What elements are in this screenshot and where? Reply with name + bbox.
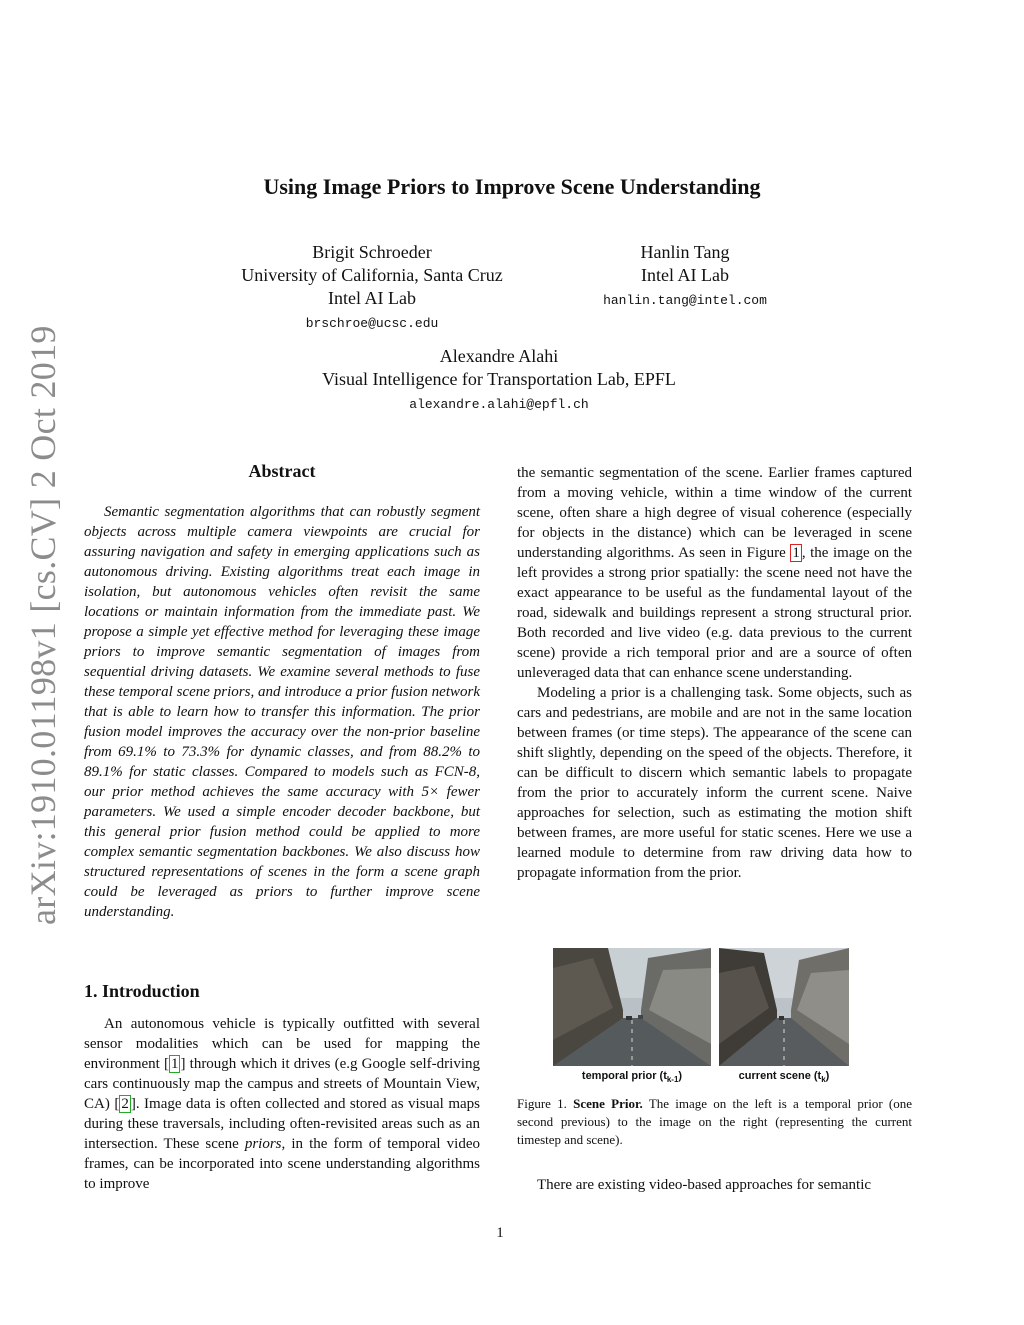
introduction-text [84,1014,480,1194]
author-name: Alexandre Alahi [439,346,559,366]
author-email: brschroe@ucsc.edu [305,316,439,331]
right-column-text [517,463,912,883]
figure-image-temporal-prior [553,948,711,1066]
street-scene-image [719,948,849,1066]
right-paragraph-1: the semantic segmentation of the scene. Earlier frames captured from a moving vehicle, within a time window of the current scene, often share a high degree of visual coherence (especially for objects in the distance) which can be leveraged in scene understanding algorithms. As seen in Figure 1 , the image on the left provides a strong prior spatially: the scene need not have the exact appearance to be useful as the fundamental layout of the road, sidewalk and buildings represent a strong structural prior. Both recorded and live video (e.g. data previous to the current scene) provide a rich temporal prior and are a source of often unleveraged data that can enhance scene understanding. [517,465,912,681]
abstract-heading: Abstract [248,461,316,481]
figure-label-right: current scene $(t_k)$ [738,1070,830,1085]
figure-caption [517,1095,912,1149]
author-block-2 [560,241,810,312]
caption-number: Figure 1. [517,1096,567,1111]
right-column-bottom-text [517,1175,912,1195]
right-paragraph-2: Modeling a prior is a challenging task. Some objects, such as cars and pedestrians, are mobile and are not in the same location between frames (or time steps). The appearance of the scene can shift slightly, depending on the speed of the objects. Therefore, it can be difficult to discern which semantic labels to propagate from the prior to accurately inform the current scene. Naive approaches for selection, such as estimating the motion shift between frames, are more useful for static scenes. Here we use a learned module to determine from raw driving data how to propagate information from the prior. [517,685,912,881]
abstract-paragraph: Semantic segmentation algorithms that can robustly segment objects across multiple camera viewpoints are crucial for assuring navigation and safety in emerging applications such as autonomous driving. Existing algorithms treat each image in isolation, but autonomous vehicles often revisit the same locations or maintain information from the immediate past. We propose a simple yet effective method for leveraging these image priors to improve semantic segmentation of images from sequential driving datasets. We examine several methods to fuse these temporal scene priors, and introduce a prior fusion network that is able to learn how to transfer this information. The prior fusion model improves the accuracy over the non-prior baseline from 69.1% to 73.3% for dynamic classes, and from 88.2% to 89.1% for static classes. Compared to models such as FCN-8, our prior method achieves the same accuracy with 5× fewer parameters. We used a simple encoder decoder backbone, but this general prior fusion method could be applied to more complex semantic segmentation backbones. We also discuss how structured representations of scenes in the form a scene graph could be leveraged as priors to further improve scene understanding. [84,504,480,920]
street-scene-image [553,948,711,1066]
author-name: Brigit Schroeder [312,242,432,262]
figure-label-left: temporal prior $(t_{k-1})$ [581,1070,683,1085]
author-block-1 [222,241,522,335]
author-affiliation: University of California, Santa Cruz [241,265,503,285]
author-name: Hanlin Tang [640,242,730,262]
intro-paragraph: An autonomous vehicle is typically outfitted with several sensor modalities which can be used for mapping the environment [ 1 ] through which it drives (e.g Google self-driving cars continuously map the campus and streets of Mountain View, CA) [ 2 ]. Image data is often collected and stored as visual maps during these traversals, including often-revisited areas such as an intersection. These scene priors, in the form of temporal video frames, can be incorporated into scene understanding algorithms to improve [84,1016,480,1192]
author-block-3 [249,345,749,416]
right-paragraph-3: There are existing video-based approaches for semantic [537,1177,872,1193]
author-affiliation: Visual Intelligence for Transportation Lab, EPFL [322,369,676,389]
caption-text: The image on the left is a temporal prior (one second previous) to the image on the right (representing the current timestep and scene). [517,1096,913,1147]
figure-link[interactable]: 1 [792,545,800,561]
abstract-text [84,502,480,922]
citation-link[interactable]: 1 [170,1056,179,1072]
author-email: alexandre.alahi@epfl.ch [409,397,589,412]
author-email: hanlin.tang@intel.com [603,293,767,308]
emphasis-priors: priors [244,1136,282,1152]
citation-link[interactable]: 2 [121,1096,129,1112]
paper-title: Using Image Priors to Improve Scene Understanding [263,174,761,199]
section-heading-introduction: 1. Introduction [84,981,200,1001]
figure-image-current-scene [719,948,877,1066]
page-number: 1 [496,1225,504,1241]
author-affiliation: Intel AI Lab [328,288,416,308]
caption-title: Scene Prior. [573,1096,643,1111]
arxiv-identifier: arXiv:1910.01198v1 [cs.CV] 2 Oct 2019 [23,325,63,925]
author-affiliation: Intel AI Lab [641,265,729,285]
